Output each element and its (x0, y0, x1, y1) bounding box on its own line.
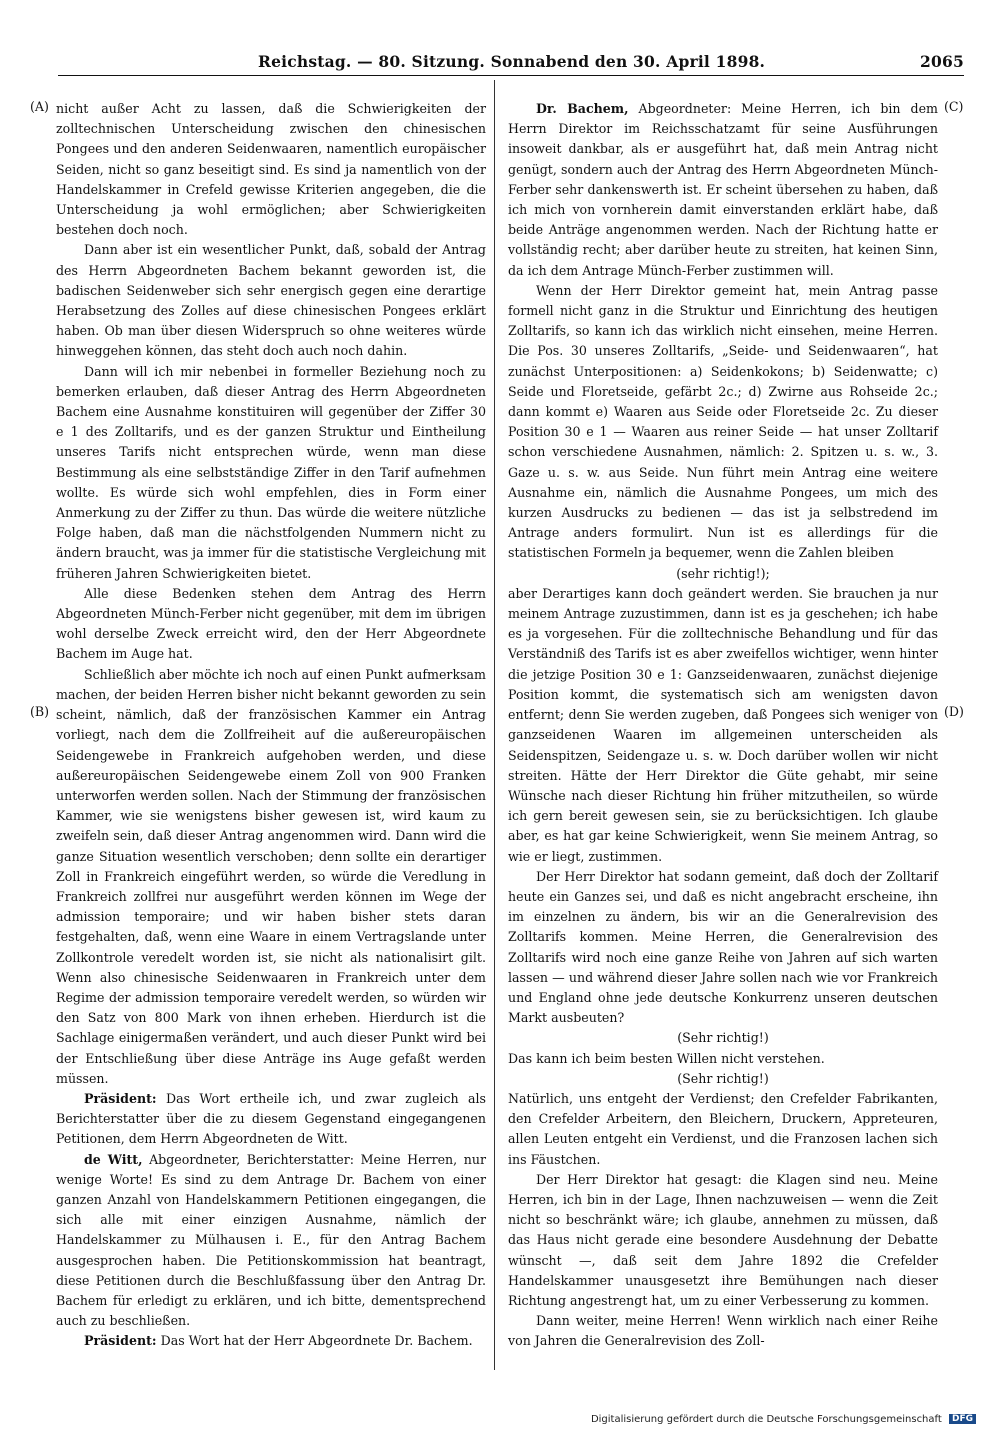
margin-marker-b: (B) (30, 704, 50, 719)
speaker-paragraph (56, 1331, 486, 1351)
speech-text: Das Wort ertheile ich, und zwar zugleich als Berichterstatter über die zu diesem Gegenstand eingegangenen Petitionen, dem Herrn Abgeordneten de Witt. (56, 1090, 486, 1147)
paragraph: aber Derartiges kann doch geändert werden. Sie brauchen ja nur meinem Antrage zuzustimmen, dann ist es ja geschehen; ich habe es ja vorgesehen. Für die zolltechnische Behandlung und für das Verständniß des Tarifs ist es aber zweifellos wichtiger, wenn hinter die jetzige Position 30 e 1: Ganzseidenwaaren, zunächst diejenige Position kommt, die systematisch sich am wenigsten davon entfernt; denn Sie werden zugeben, daß Pongees sich weniger von ganzseidenen Waaren im allgemeinen unterscheiden als Seidenspitzen, Seidengaze u. s. w. Doch darüber wollen wir nicht streiten. Hätte der Herr Direktor die Güte gehabt, mir seine Wünsche nach dieser Richtung hin früher mitzutheilen, so würde ich gern bereit gewesen sein, sie zu berücksichtigen. Ich glaube aber, es hat gar keine Schwierigkeit, wenn Sie meinem Antrag, so wie er liegt, zustimmen. (508, 585, 938, 864)
page-header (58, 52, 964, 74)
paragraph: Schließlich aber möchte ich noch auf einen Punkt aufmerksam machen, der beiden Herren bisher nicht bekannt geworden zu sein scheint, nämlich, daß der französischen Kammer ein Antrag vorliegt, nach dem die Zollfreiheit auf die außereuropäischen Seidengewebe in Frankreich aufgehoben werden, und diese außereuropäischen Seidengewebe einem Zoll von 900 Franken unterworfen werden sollen. Nach der Stimmung der französischen Kammer, wie sie wenigstens bisher gewesen ist, wird kaum zu zweifeln sein, daß dieser Antrag angenommen wird. Dann wird die ganze Situation wesentlich verschoben; denn sollte ein derartiger Zoll in Frankreich eingeführt werden, so würde die Veredlung in Frankreich zollfrei nur ausgeführt werden können im Wege der admission temporaire; und wir haben bisher stets daran festgehalten, daß, wenn eine Waare in einem Vertragslande unter Zollkontrole veredelt worden ist, sie nicht als nationalisirt gilt. Wenn also chinesische Seidenwaaren in Frankreich unter dem Regime der admission temporaire veredelt werden, so würden wir den Satz von 800 Mark von ihnen erheben. Hierdurch ist die Sachlage einigermaßen verändert, und auch dieser Punkt wird bei der Entschließung über diese Anträge ins Auge gefaßt werden müssen. (56, 666, 486, 1086)
page-title: Reichstag. — 80. Sitzung. Sonnabend den 30. April 1898. (258, 52, 766, 71)
margin-marker-a: (A) (30, 99, 49, 114)
header-rule (58, 75, 964, 76)
column-divider (494, 80, 495, 1370)
interjection: (Sehr richtig!) (677, 1030, 769, 1046)
paragraph: Das kann ich beim besten Willen nicht verstehen. (508, 1050, 825, 1066)
footer-text: Digitalisierung gefördert durch die Deutsche Forschungsgemeinschaft (590, 1414, 942, 1425)
speech-text: Abgeordneter: Meine Herren, ich bin dem Herrn Direktor im Reichsschatzamt für seine Ausführungen insoweit dankbar, als er ausgeführt hat, daß mein Antrag nicht genügt, sondern auch der Antrag des Herrn Abgeordneten Münch-Ferber sehr dankenswerth ist. Er scheint übersehen zu haben, daß ich mich von vornherein damit einverstanden erklärt habe, daß beide Anträge angenommen werden. Nach der Richtung hatte er vollständig recht; aber darüber heute zu streiten, hat keinen Sinn, da ich dem Antrage Münch-Ferber zustimmen will. (508, 101, 938, 278)
speaker-name: Präsident: (84, 1333, 157, 1349)
right-column (508, 99, 938, 1352)
interjection: (Sehr richtig!) (677, 1070, 769, 1086)
speaker-name: Präsident: (84, 1090, 157, 1106)
paragraph: nicht außer Acht zu lassen, daß die Schwierigkeiten der zolltechnischen Unterscheidung zwischen den chinesischen Pongees und den anderen Seidenwaaren, namentlich europäischer Seiden, nicht so ganz beseitigt sind. Es sind ja namentlich von der Handelskammer in Crefeld gewisse Kriterien angegeben, die die Unterscheidung ja wohl ermöglichen; aber Schwierigkeiten bestehen doch noch. (56, 101, 486, 238)
interjection: (sehr richtig!); (676, 565, 770, 581)
paragraph: Der Herr Direktor hat gesagt: die Klagen sind neu. Meine Herren, ich bin in der Lage, Ihnen nachzuweisen — wenn die Zeit nicht so beschränkt wäre; ich glaube, annehmen zu müssen, daß das Haus nicht gerade eine besondere Ausdehnung der Debatte wünscht —, daß seit dem Jahre 1892 die Crefelder Handelskammer unausgesetzt ihre Bemühungen nach dieser Richtung angestrengt hat, um zu einer Verbesserung zu kommen. (508, 1171, 938, 1308)
margin-marker-c: (C) (944, 99, 964, 114)
page-number: 2065 (920, 52, 964, 71)
paragraph: Wenn der Herr Direktor gemeint hat, mein Antrag passe formell nicht ganz in die Struktur und Einrichtung des heutigen Zolltarifs, so kann ich das wirklich nicht einsehen, meine Herren. Die Pos. 30 unseres Zolltarifs, „Seide- und Seidenwaaren“, hat zunächst Unterpositionen: a) Seidenkokons; b) Seidenwatte; c) Seide und Floretseide, gefärbt 2c.; d) Zwirne aus Rohseide 2c.; dann kommt e) Waaren aus Seide oder Floretseide 2c. Zu dieser Position 30 e 1 — Waaren aus reiner Seide — hat unser Zolltarif schon verschiedene Ausnahmen, nämlich: 2. Spitzen u. s. w., 3. Gaze u. s. w. aus Seide. Nun führt mein Antrag eine weitere Ausnahme ein, nämlich die Ausnahme Pongees, um mich des kurzen Ausdrucks zu bedienen — das ist ja selbstredend im Antrage anders formulirt. Nun ist es allerdings für die statistischen Formeln ja bequemer, wenn die Zahlen bleiben (508, 282, 938, 561)
speaker-name: de Witt, (84, 1151, 143, 1167)
paragraph: Dann weiter, meine Herren! Wenn wirklich nach einer Reihe von Jahren die Generalrevision des Zoll- (508, 1313, 938, 1349)
margin-marker-d: (D) (944, 704, 964, 719)
paragraph: Natürlich, uns entgeht der Verdienst; den Crefelder Fabrikanten, den Crefelder Arbeitern, den Bleichern, Druckern, Appreteuren, allen Leuten entgeht ein Verdienst, und die Franzosen lachen sich ins Fäustchen. (508, 1090, 938, 1167)
dfg-logo: DFG (949, 1414, 976, 1424)
speaker-name: Dr. Bachem, (536, 101, 629, 116)
speech-text: Das Wort hat der Herr Abgeordnete Dr. Bachem. (160, 1333, 473, 1349)
paragraph: Dann aber ist ein wesentlicher Punkt, daß, sobald der Antrag des Herrn Abgeordneten Bachem bekannt geworden ist, die badischen Seidenweber sich sehr energisch gegen eine derartige Herabsetzung des Zolles auf diese chinesischen Pongees erklärt haben. Ob man über diesen Widerspruch so ohne weiteres würde hinweggehen können, das steht doch auch noch dahin. (56, 242, 486, 359)
speech-text: Abgeordneter, Berichterstatter: Meine Herren, nur wenige Worte! Es sind zu dem Antrage Dr. Bachem von einer ganzen Anzahl von Handelskammern Petitionen eingegangen, die sich alle mit einer einzigen Ausnahme, nämlich der Handelskammer zu Mülhausen i. E., für den Antrag Bachem ausgesprochen haben. Die Petitionskommission hat beantragt, diese Petitionen durch die Beschlußfassung über den Antrag Dr. Bachem für erledigt zu erklären, und ich bitte, dementsprechend auch zu beschließen. (56, 1151, 486, 1329)
speaker-paragraph (56, 1150, 486, 1332)
paragraph: Alle diese Bedenken stehen dem Antrag des Herrn Abgeordneten Münch-Ferber nicht gegenüber, mit dem im übrigen wohl derselbe Zweck erreicht wird, den der Herr Abgeordnete Bachem im Auge hat. (56, 585, 486, 662)
paragraph: Dann will ich mir nebenbei in formeller Beziehung noch zu bemerken erlauben, daß dieser Antrag des Herrn Abgeordneten Bachem eine Ausnahme konstituiren will gegenüber der Ziffer 30 e 1 des Zolltarifs, und es der ganzen Struktur und Eintheilung unseres Tarifs nicht entsprechen würde, wenn man diese Bestimmung als eine selbstständige Ziffer in den Tarif aufnehmen wollte. Es würde sich wohl empfehlen, dies in Form einer Anmerkung zu der Ziffer zu thun. Das würde die weitere nützliche Folge haben, daß man die nächstfolgenden Nummern nicht zu ändern braucht, was ja immer für die statistische Vergleichung mit früheren Jahren Schwierigkeiten bietet. (56, 363, 486, 581)
left-column (56, 99, 486, 1352)
paragraph: Der Herr Direktor hat sodann gemeint, daß doch der Zolltarif heute ein Ganzes sei, und daß es nicht angebracht erscheine, ihn im einzelnen zu ändern, bis wir an die Generalrevision des Zolltarifs kommen. Meine Herren, die Generalrevision des Zolltarifs wird noch eine ganze Reihe von Jahren auf sich warten lassen — und während dieser Jahre sollen nach wie vor Frankreich und England ohne jede deutsche Konkurrenz unseren deutschen Markt ausbeuten? (508, 868, 938, 1026)
speaker-paragraph (508, 99, 938, 281)
digitization-footer (591, 1414, 976, 1425)
speaker-paragraph (56, 1089, 486, 1150)
